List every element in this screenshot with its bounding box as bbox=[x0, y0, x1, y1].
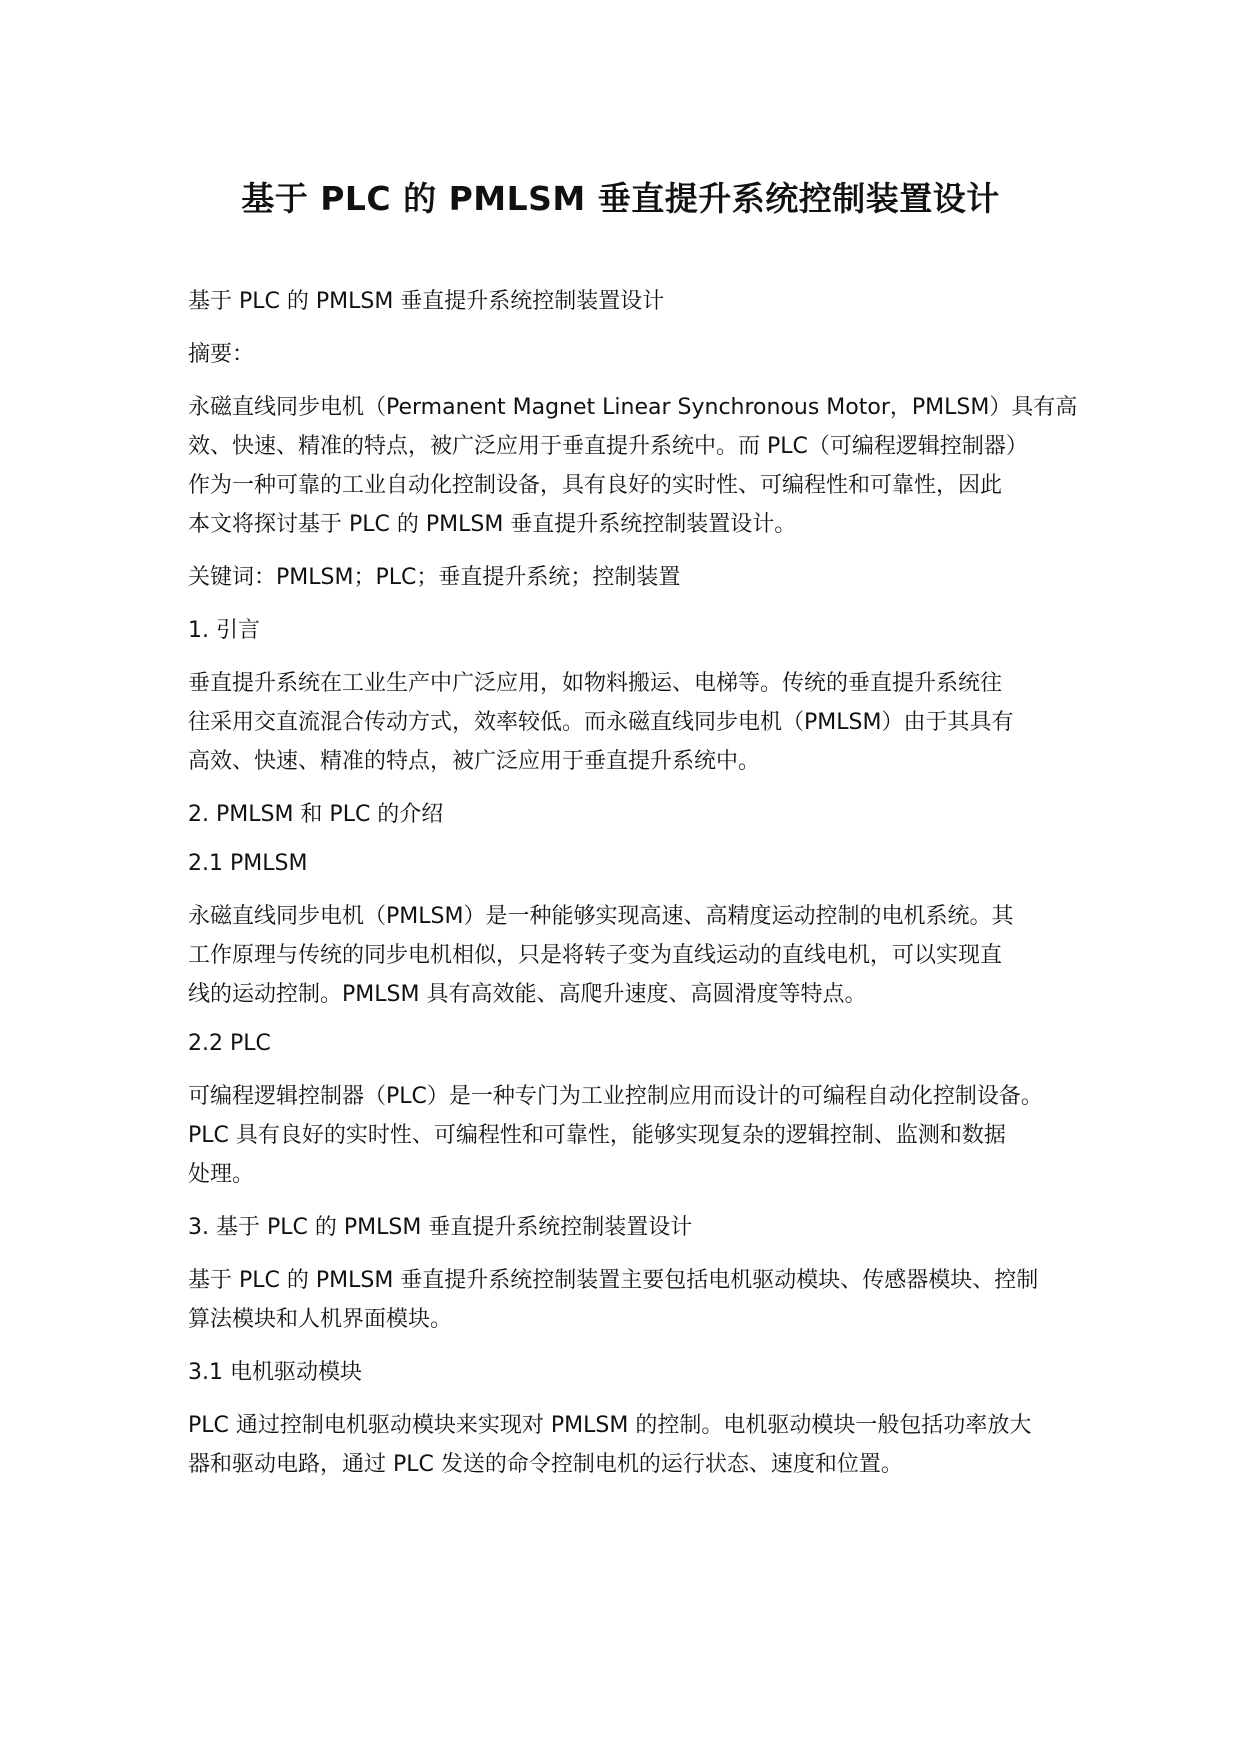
abstract-line: 本文将探讨基于 PLC 的 PMLSM 垂直提升系统控制装置设计。 bbox=[188, 512, 797, 537]
section-3-heading: 3. 基于 PLC 的 PMLSM 垂直提升系统控制装置设计 bbox=[188, 1215, 693, 1240]
section-1-line: 往采用交直流混合传动方式，效率较低。而永磁直线同步电机（PMLSM）由于其具有 bbox=[188, 710, 1014, 735]
section-2-2-line: PLC 具有良好的实时性、可编程性和可靠性，能够实现复杂的逻辑控制、监测和数据 bbox=[188, 1123, 1006, 1148]
section-2-1-line: 线的运动控制。PMLSM 具有高效能、高爬升速度、高圆滑度等特点。 bbox=[188, 982, 867, 1007]
section-2-2-line: 处理。 bbox=[188, 1162, 255, 1187]
keywords: 关键词：PMLSM；PLC；垂直提升系统；控制装置 bbox=[188, 565, 681, 590]
abstract-paragraph bbox=[188, 388, 1078, 544]
section-3-line: 基于 PLC 的 PMLSM 垂直提升系统控制装置主要包括电机驱动模块、传感器模块、控制 bbox=[188, 1268, 1039, 1293]
abstract-line: 永磁直线同步电机（Permanent Magnet Linear Synchronous Motor，PMLSM）具有高 bbox=[188, 395, 1078, 420]
section-2-1-paragraph bbox=[188, 897, 1078, 1014]
section-3-1-heading: 3.1 电机驱动模块 bbox=[188, 1360, 362, 1385]
section-3-1-line: 器和驱动电路，通过 PLC 发送的命令控制电机的运行状态、速度和位置。 bbox=[188, 1452, 903, 1477]
section-2-2-heading: 2.2 PLC bbox=[188, 1031, 271, 1056]
section-2-heading: 2. PMLSM 和 PLC 的介绍 bbox=[188, 802, 444, 827]
section-1-paragraph bbox=[188, 664, 1078, 781]
abstract-line: 作为一种可靠的工业自动化控制设备，具有良好的实时性、可编程性和可靠性，因此 bbox=[188, 473, 1003, 498]
section-2-2-line: 可编程逻辑控制器（PLC）是一种专门为工业控制应用而设计的可编程自动化控制设备。 bbox=[188, 1084, 1043, 1109]
section-3-paragraph bbox=[188, 1261, 1078, 1339]
document-body bbox=[188, 282, 1078, 1484]
abstract-line: 效、快速、精准的特点，被广泛应用于垂直提升系统中。而 PLC（可编程逻辑控制器） bbox=[188, 434, 1028, 459]
section-3-1-line: PLC 通过控制电机驱动模块来实现对 PMLSM 的控制。电机驱动模块一般包括功率放大 bbox=[188, 1413, 1032, 1438]
section-3-line: 算法模块和人机界面模块。 bbox=[188, 1307, 453, 1332]
section-1-heading: 1. 引言 bbox=[188, 618, 260, 643]
section-1-line: 高效、快速、精准的特点，被广泛应用于垂直提升系统中。 bbox=[188, 749, 761, 774]
section-3-1-paragraph bbox=[188, 1406, 1078, 1484]
section-2-1-line: 工作原理与传统的同步电机相似，只是将转子变为直线运动的直线电机，可以实现直 bbox=[188, 943, 1003, 968]
section-2-2-paragraph bbox=[188, 1077, 1078, 1194]
section-2-1-line: 永磁直线同步电机（PMLSM）是一种能够实现高速、高精度运动控制的电机系统。其 bbox=[188, 904, 1014, 929]
abstract-label: 摘要： bbox=[188, 342, 255, 367]
subtitle: 基于 PLC 的 PMLSM 垂直提升系统控制装置设计 bbox=[188, 289, 665, 314]
document-title: 基于 PLC 的 PMLSM 垂直提升系统控制装置设计 bbox=[241, 179, 1000, 218]
section-2-1-heading: 2.1 PMLSM bbox=[188, 851, 308, 876]
section-1-line: 垂直提升系统在工业生产中广泛应用，如物料搬运、电梯等。传统的垂直提升系统往 bbox=[188, 671, 1003, 696]
